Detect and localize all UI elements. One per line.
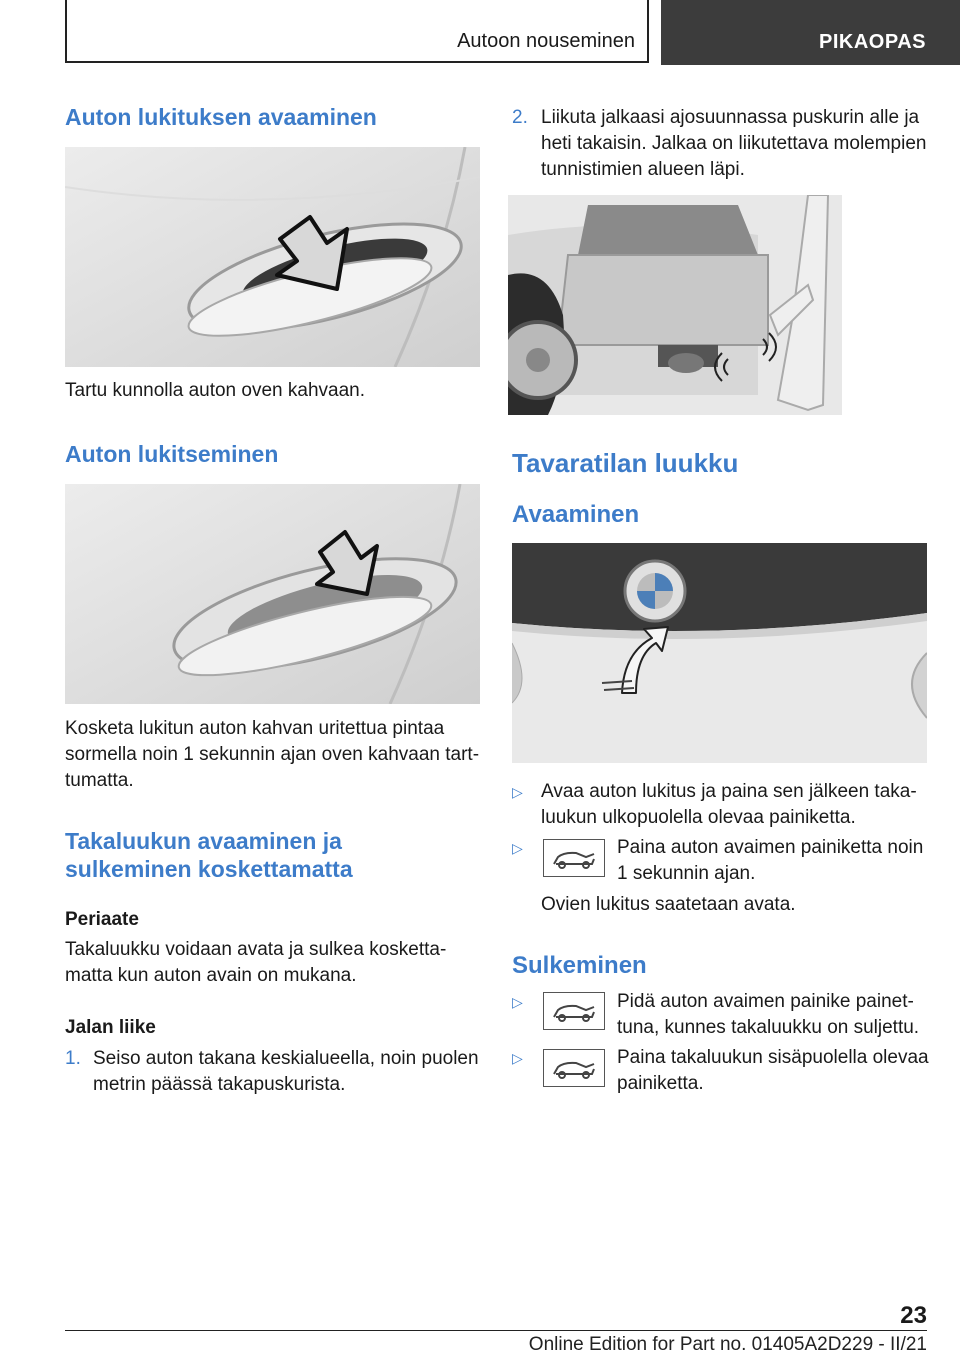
lock-text-line1: Kosketa lukitun auton kahvan uritettua pintaa (65, 718, 445, 739)
principle-text-line2: matta kun auton avain on mukana. (65, 965, 357, 986)
bullet-triangle-icon: ▷ (512, 1050, 523, 1066)
unlock-text: Tartu kunnolla auton oven kahvaan. (65, 380, 365, 401)
lock-text-line2: sormella noin 1 sekunnin ajan oven kahvaan tart- (65, 744, 480, 765)
heading-tailgate: Tavaratilan luukku (512, 448, 739, 478)
principle-text-line1: Takaluukku voidaan avata ja sulkea kosketta- (65, 939, 447, 960)
step2-text-line3: tunnistimien alueen läpi. (541, 159, 745, 180)
car-tailgate-icon (543, 992, 605, 1030)
lock-text-line3: tumatta. (65, 770, 134, 791)
close-bullet2-line1: Paina takaluukun sisäpuolella olevaa (617, 1047, 929, 1068)
header-section-title: Autoon nouseminen (457, 30, 635, 52)
open-bullet2-line2: 1 sekunnin ajan. (617, 863, 756, 884)
step2-text-line1: Liikuta jalkaasi ajosuunnassa puskurin alle ja (541, 107, 920, 128)
bullet-triangle-icon: ▷ (512, 840, 523, 856)
close-bullet1-line1: Pidä auton avaimen painike painet- (617, 991, 914, 1012)
header-section-box (65, 0, 649, 63)
heading-unlock: Auton lukituksen avaaminen (65, 104, 377, 130)
tailgate-button-illustration (512, 543, 927, 763)
door-handle-unlock-illustration (65, 147, 480, 367)
heading-touchless-line1: Takaluukun avaaminen ja (65, 828, 342, 854)
heading-foot-movement: Jalan liike (65, 1017, 156, 1038)
page-number: 23 (900, 1302, 927, 1329)
door-handle-lock-illustration (65, 484, 480, 704)
open-bullet2-line1: Paina auton avaimen painiketta noin (617, 837, 924, 858)
open-bullet1-line1: Avaa auton lukitus ja paina sen jälkeen taka- (541, 781, 917, 802)
car-tailgate-icon (543, 1049, 605, 1087)
car-tailgate-icon (543, 839, 605, 877)
foot-sensor-illustration (508, 195, 842, 415)
close-bullet2-line2: painiketta. (617, 1073, 704, 1094)
bullet-triangle-icon: ▷ (512, 994, 523, 1010)
step-number-1: 1. (65, 1048, 81, 1069)
heading-touchless-line2: sulkeminen koskettamatta (65, 856, 353, 882)
close-bullet1-line2: tuna, kunnes takaluukku on suljettu. (617, 1017, 920, 1038)
heading-lock: Auton lukitseminen (65, 441, 279, 467)
open-note: Ovien lukitus saatetaan avata. (541, 894, 796, 915)
heading-opening: Avaaminen (512, 501, 640, 528)
step-number-2: 2. (512, 107, 528, 128)
step2-text-line2: heti takaisin. Jalkaa on liikutettava molempien (541, 133, 927, 154)
header-tag: PIKAOPAS (819, 31, 926, 53)
header-tag-box (661, 0, 960, 65)
footer-edition: Online Edition for Part no. 01405A2D229 - II/21 (528, 1334, 927, 1355)
open-bullet1-line2: luukun ulkopuolella olevaa painiketta. (541, 807, 856, 828)
step1-text-line2: metrin päässä takapuskurista. (93, 1074, 346, 1095)
footer-divider (65, 1330, 927, 1331)
bullet-triangle-icon: ▷ (512, 784, 523, 800)
heading-principle: Periaate (65, 909, 139, 930)
step1-text-line1: Seiso auton takana keskialueella, noin puolen (93, 1048, 479, 1069)
heading-closing: Sulkeminen (512, 952, 647, 979)
